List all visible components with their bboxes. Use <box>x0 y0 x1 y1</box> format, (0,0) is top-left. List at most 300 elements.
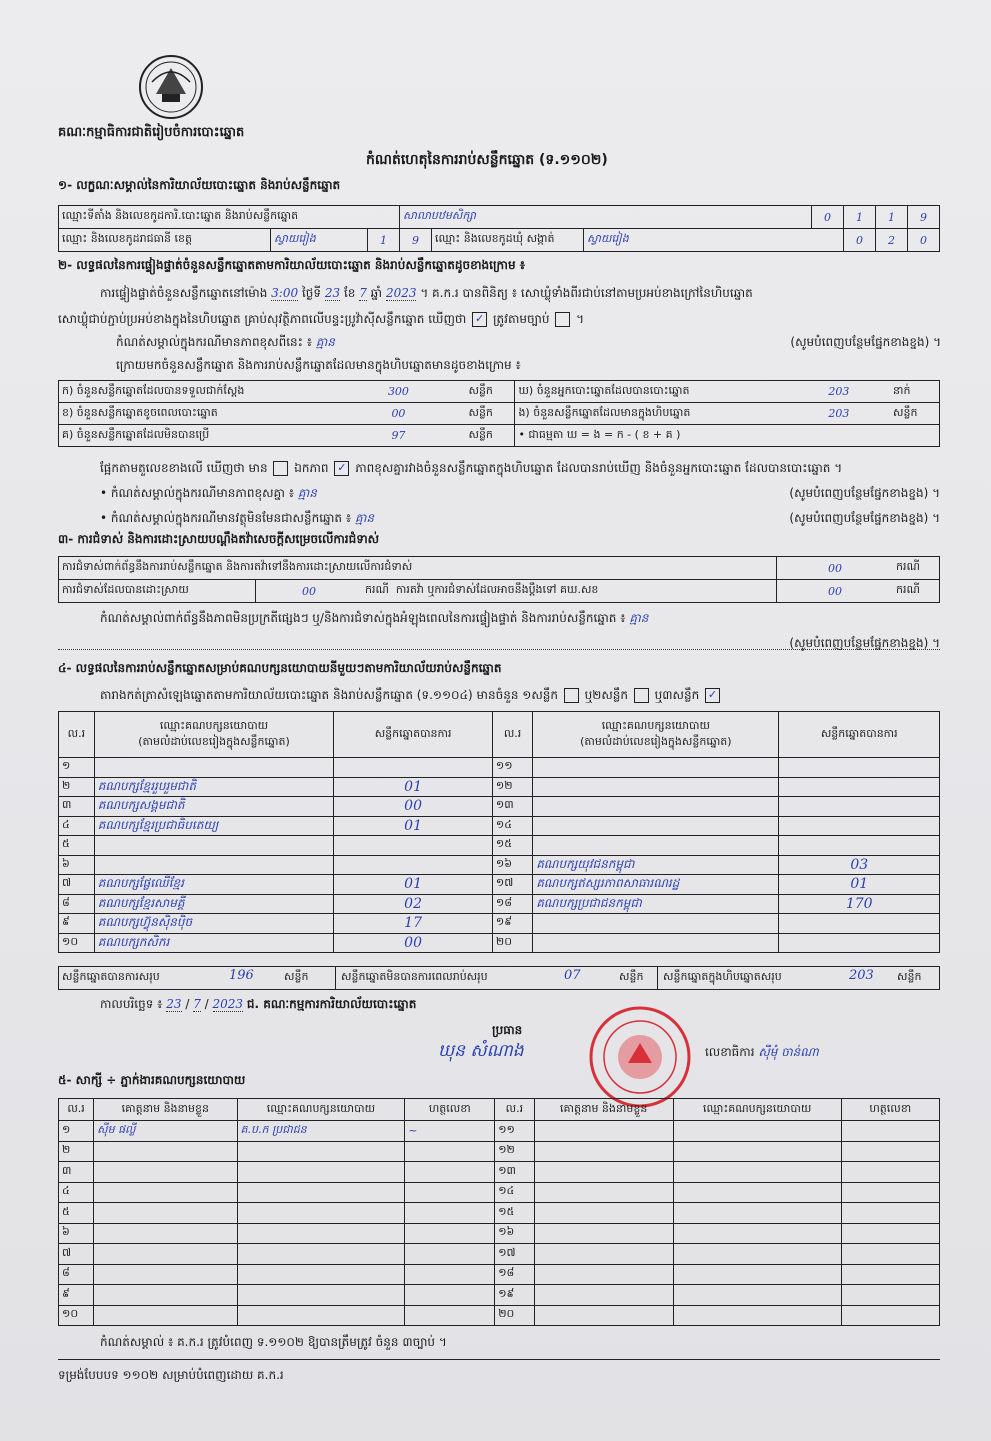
witness-name <box>94 1305 237 1326</box>
station-code-digit: 1 <box>844 206 876 229</box>
witness-signature <box>841 1162 939 1183</box>
section5-heading: ៥- សាក្សី ÷ ភ្នាក់ងារគណបក្សនយោបាយ <box>58 1073 246 1087</box>
text: លេខាធិការ <box>705 1045 755 1059</box>
checkbox-correct[interactable]: ✓ <box>472 312 487 327</box>
party-name <box>533 914 779 934</box>
vote-count <box>779 933 940 953</box>
verify-month: 7 <box>359 286 367 300</box>
witness-party <box>237 1244 405 1265</box>
witness-signature <box>841 1264 939 1285</box>
row-no: ៦ <box>59 855 95 875</box>
emblem-logo <box>138 54 204 120</box>
checkbox-3-sheets[interactable]: ✓ <box>705 688 720 703</box>
witness-signature <box>405 1244 495 1265</box>
witness-name <box>534 1162 673 1183</box>
text: ខែ <box>343 286 356 300</box>
vote-count <box>334 758 493 778</box>
witness-signature <box>841 1203 939 1224</box>
witness-signature <box>405 1182 495 1203</box>
row-no: ៨ <box>59 1264 94 1285</box>
row-no: ១១ <box>492 758 532 778</box>
text: (សូមបំពេញបន្ថែមផ្នែកខាងខ្នង) ។ <box>789 636 940 650</box>
witness-signature <box>405 1223 495 1244</box>
date-month: 7 <box>193 997 201 1011</box>
unit: សន្លឹក <box>897 970 922 983</box>
row-no: ៩ <box>59 914 95 934</box>
party-name: គណបក្សហ៊្វុនស៊ិនប៉ិច <box>94 914 334 934</box>
col-name: គោត្តនាម និងនាមខ្លួន <box>534 1099 673 1121</box>
row-no: ១៨ <box>492 894 532 914</box>
text: ឯកភាព <box>294 461 329 475</box>
received-label: ក) ចំនួនសន្លឹកឆ្នោតដែលបានទទួលជាក់ស្តែង <box>59 381 332 403</box>
witness-party <box>237 1223 405 1244</box>
row-no: ១៩ <box>495 1285 534 1306</box>
witness-signature <box>841 1223 939 1244</box>
row-no: ១ <box>59 758 95 778</box>
objections-value: 00 <box>777 557 894 580</box>
checkbox-incorrect[interactable] <box>555 312 570 327</box>
section4-heading: ៤- លទ្ធផលនៃការរាប់សន្លឹកឆ្នោតសម្រាប់គណបក្សនយោបាយនីមួយៗតាមការិយាល័យរាប់សន្លឹកឆ្នោត <box>58 661 502 675</box>
witness-name <box>94 1223 237 1244</box>
text: ភាពខុសគ្នារវាងចំនួនសន្លឹកឆ្នោតក្នុងហិបឆ្នោត ដែលបានរាប់ឃើញ និងចំនួនអ្នកបោះឆ្នោត ដែលបានបោះឆ្នោត ។ <box>355 461 843 475</box>
row-no: ៧ <box>59 1244 94 1265</box>
witness-name <box>534 1305 673 1326</box>
party-name: គណបក្សយុវជនកម្ពុជា <box>533 855 779 875</box>
table-row <box>59 816 940 836</box>
col-party <box>533 712 779 758</box>
vote-count <box>779 777 940 797</box>
witness-signature <box>405 1203 495 1224</box>
unit: សន្លឹក <box>619 970 644 983</box>
witness-name <box>94 1285 237 1306</box>
unit: ករណី <box>365 583 389 596</box>
org-name: គណៈកម្មាធិការជាតិរៀបចំការបោះឆ្នោត <box>58 125 245 140</box>
table-row <box>59 1305 940 1326</box>
dotted-line <box>58 637 940 650</box>
table-row <box>59 1244 940 1265</box>
row-no: ១៦ <box>492 855 532 875</box>
witness-signature <box>405 1264 495 1285</box>
col-party: ឈ្មោះគណបក្សនយោបាយ <box>237 1099 405 1121</box>
text: កំណត់សម្គាល់ក្នុងករណីមានភាពខុសពីនេះ ៖ <box>116 335 313 349</box>
comparison-line <box>100 461 842 476</box>
witness-name <box>534 1285 673 1306</box>
vote-count: 03 <box>779 855 940 875</box>
table-row <box>59 1285 940 1306</box>
appeal-value: 00 <box>777 580 894 603</box>
witness-name <box>534 1244 673 1265</box>
witness-party <box>673 1264 841 1285</box>
results-table <box>58 711 940 953</box>
unit: សន្លឹក <box>284 970 309 983</box>
total-valid-value: 196 <box>229 968 254 983</box>
table-row <box>59 1162 940 1183</box>
col-sign: ហត្ថលេខា <box>841 1099 939 1121</box>
section1-heading: ១- លក្ខណៈសម្គាល់នៃការិយាល័យបោះឆ្នោត និងរាប់សន្លឹកឆ្នោត <box>58 178 341 192</box>
witness-party <box>673 1162 841 1183</box>
text: (សូមបំពេញបន្ថែមផ្នែកខាងខ្នង) ។ <box>789 511 940 525</box>
object-note <box>100 512 940 526</box>
verify-time: 3:00 <box>271 286 299 300</box>
witness-name <box>534 1121 673 1142</box>
text: (សូមបំពេញបន្ថែមផ្នែកខាងខ្នង) ។ <box>789 486 940 500</box>
party-name: គណបក្សខ្មែររួបរួមជាតិ <box>94 777 334 797</box>
witness-signature <box>405 1305 495 1326</box>
totals-row <box>58 966 940 990</box>
divider <box>335 967 336 989</box>
col-party <box>94 712 334 758</box>
object-value: គ្មាន <box>354 511 375 525</box>
vote-count <box>334 855 493 875</box>
form-footer: ទម្រង់បែបបទ ១១០២ សម្រាប់បំពេញដោយ គ.ក.រ <box>58 1368 284 1382</box>
table-row <box>59 758 940 778</box>
table-row <box>59 1121 940 1142</box>
text: ឬ៣សន្លឹក <box>654 688 700 702</box>
row-no: ១៦ <box>495 1223 534 1244</box>
ballot-count-table <box>58 380 940 447</box>
verify-day: 23 <box>324 286 341 300</box>
party-name: គណបក្សផ្លែឈើខ្មែរ <box>94 875 334 895</box>
col-no: ល.រ <box>59 1099 94 1121</box>
col-party-title: ឈ្មោះគណបក្សនយោបាយ <box>601 718 710 732</box>
witness-party <box>237 1182 405 1203</box>
tally-sheets-line <box>100 688 722 703</box>
vote-count: 01 <box>334 875 493 895</box>
appeal-label: ការតវ៉ា ឬការជំទាស់ដែលអាចនឹងប្តឹងទៅ គឃ.សខ <box>395 583 599 596</box>
text: • កំណត់សម្គាល់ក្នុងករណីមានវត្ថុមិនមែនជាសន្លឹកឆ្នោត ៖ <box>100 511 352 525</box>
row-no: ១ <box>59 1121 94 1142</box>
secretary-line <box>705 1046 819 1060</box>
col-votes: សន្លឹកឆ្នោតបានការ <box>334 712 493 758</box>
witness-party <box>673 1121 841 1142</box>
difference-value: គ្មាន <box>297 486 317 500</box>
vote-count: 01 <box>334 777 493 797</box>
row-no: ២០ <box>492 933 532 953</box>
text: ។ <box>576 312 585 326</box>
witness-party: គ.ប.ក ប្រជាជន <box>237 1121 405 1142</box>
province-label: ឈ្មោះ និងលេខកូដរាជធានី ខេត្ត <box>59 229 271 252</box>
polling-station-name: សាលាបឋមសិក្សា <box>400 206 812 229</box>
text: កាលបរិច្ឆេទ ៖ <box>100 997 163 1011</box>
party-name <box>533 933 779 953</box>
row-no: ១៥ <box>492 836 532 856</box>
unit: សន្លឹក <box>465 425 514 447</box>
formula: • ជាធម្មតា ឃ = ង = ក - ( ខ + គ ) <box>515 425 940 447</box>
row-no: ១៩ <box>492 914 532 934</box>
vote-count: 17 <box>334 914 493 934</box>
party-name: គណបក្សសង្គមជាតិ <box>94 797 334 817</box>
table-row <box>59 777 940 797</box>
row-no: ៦ <box>59 1223 94 1244</box>
in-box-value: 203 <box>788 403 890 425</box>
row-no: ២០ <box>495 1305 534 1326</box>
commune-code-digit: 0 <box>844 229 876 252</box>
witness-name <box>534 1223 673 1244</box>
party-name: គណបក្សប្រជាជនកម្ពុជា <box>533 894 779 914</box>
section1-table <box>58 205 940 252</box>
count-intro: ក្រោយមកចំនួនសន្លឹកឆ្នោត និងការរាប់សន្លឹកឆ្នោតដែលមានក្នុងហិបឆ្នោតមានដូចខាងក្រោម ៖ <box>116 358 521 372</box>
checkbox-match[interactable] <box>273 461 288 476</box>
received-value: 300 <box>331 381 465 403</box>
row-no: ១៨ <box>495 1264 534 1285</box>
col-party-sub: (តាមលំដាប់លេខរៀងក្នុងសន្លឹកឆ្នោត) <box>138 734 290 748</box>
table-row <box>59 875 940 895</box>
party-name <box>533 816 779 836</box>
in-box-label: ង) ចំនួនសន្លឹកឆ្នោតដែលមានក្នុងហិបឆ្នោត <box>515 403 788 425</box>
col-no: ល.រ <box>492 712 532 758</box>
date-day: 23 <box>166 997 182 1011</box>
polling-station-label: ឈ្មោះទីតាំង និងលេខកូដការិ.បោះឆ្នោត និងរាប់សន្លឹកឆ្នោត <box>59 206 400 229</box>
voters-value: 203 <box>788 381 890 403</box>
province-name: ស្វាយរៀង <box>271 229 368 252</box>
vote-count: 00 <box>334 933 493 953</box>
document-title: កំណត់ហេតុនៃការរាប់សន្លឹកឆ្នោត (ទ.១១០២) <box>366 152 608 168</box>
unused-value: 97 <box>331 425 465 447</box>
witness-table <box>58 1098 940 1326</box>
spoiled-label: ខ) ចំនួនសន្លឹកឆ្នោតខូចពេលបោះឆ្នោត <box>59 403 332 425</box>
row-no: ៤ <box>59 816 95 836</box>
divider <box>657 967 658 989</box>
party-name <box>94 836 334 856</box>
text: កំណត់សម្គាល់ពាក់ព័ន្ធនឹងភាពមិនប្រក្រតីផ្សេងៗ ឬ/និងការជំទាស់ក្នុងអំឡុងពេលនៃការផ្ទៀងផ្ទាត់ និងការរាប់សន្លឹកឆ្នោត ៖ <box>100 611 626 625</box>
table-row <box>59 1182 940 1203</box>
date-line: កាលបរិច្ឆេទ ៖ 23 / 7 / 2023 ជ. គណៈកម្មការការិយាល័យបោះឆ្នោត <box>100 997 417 1011</box>
irregularity-note <box>100 612 648 626</box>
row-no: ៩ <box>59 1285 94 1306</box>
row-no: ១២ <box>495 1141 534 1162</box>
row-no: ១៣ <box>492 797 532 817</box>
unused-label: គ) ចំនួនសន្លឹកឆ្នោតដែលមិនបានប្រើ <box>59 425 332 447</box>
party-name: គណបក្សឥស្សរភាពសាធារណរដ្ឋ <box>533 875 779 895</box>
party-name: គណបក្សកសិករ <box>94 933 334 953</box>
chair-signature: ឃុន សំណាង <box>438 1041 524 1061</box>
witness-party <box>673 1285 841 1306</box>
witness-signature <box>405 1162 495 1183</box>
text: ។ គ.ក.រ បានពិនិត្យ ៖ សោឃ្លុំទាំងពីរជាប់នៅតាមប្រអប់ខាងក្រៅនៃហិបឆ្នោត <box>420 286 753 300</box>
witness-name <box>534 1141 673 1162</box>
text: សោឃ្លុំជាប់ភ្ជាប់ប្រអប់ខាងក្នុងនៃហិបឆ្នោត គ្រាប់សុវត្ថិភាពលើបន្ទះប្រូវ៉ាស៊ីសន្លឹកឆ្នោត ឃើញថា <box>58 312 467 326</box>
unit: ករណី <box>893 580 940 603</box>
party-name: គណបក្សខ្មែរសាមគ្គី <box>94 894 334 914</box>
station-code-digit: 1 <box>876 206 908 229</box>
commune-name: ស្វាយរៀង <box>584 229 844 252</box>
form-note: កំណត់សម្គាល់ ៖ គ.ក.រ ត្រូវបំពេញ ទ.១១០២ ឱ្យបានត្រឹមត្រូវ ចំនួន ៣ច្បាប់ ។ <box>100 1335 447 1349</box>
total-valid-label: សន្លឹកឆ្នោតបានការសរុប <box>62 970 160 983</box>
appeal-cell <box>362 580 777 603</box>
table-row <box>59 894 940 914</box>
irregularity-value: គ្មាន <box>629 611 649 625</box>
table-row <box>59 933 940 953</box>
commune-code-digit: 2 <box>876 229 908 252</box>
witness-party <box>673 1305 841 1326</box>
checkbox-1-sheet[interactable] <box>564 688 579 703</box>
witness-party <box>237 1305 405 1326</box>
row-no: ១៣ <box>495 1162 534 1183</box>
vote-count <box>779 836 940 856</box>
commune-label: ឈ្មោះ និងលេខកូដឃុំ សង្កាត់ <box>432 229 584 252</box>
witness-party <box>237 1264 405 1285</box>
vote-count <box>779 816 940 836</box>
verification-line <box>100 287 753 301</box>
party-name <box>94 855 334 875</box>
vote-count: 01 <box>334 816 493 836</box>
row-no: ១៤ <box>492 816 532 836</box>
witness-name <box>94 1244 237 1265</box>
date-year: 2023 <box>212 997 244 1011</box>
row-no: ១០ <box>59 1305 94 1326</box>
vote-count <box>779 797 940 817</box>
col-name: គោត្តនាម និងនាមខ្លួន <box>94 1099 237 1121</box>
unit: នាក់ <box>890 381 940 403</box>
unit: សន្លឹក <box>890 403 940 425</box>
witness-name <box>94 1162 237 1183</box>
difference-note <box>100 487 940 501</box>
vote-count <box>334 836 493 856</box>
objections-label: ការជំទាស់ពាក់ព័ន្ធនឹងការរាប់សន្លឹកឆ្នោត និងការតវ៉ាទៅនឹងការដោះស្រាយលើការជំទាស់ <box>59 557 777 580</box>
row-no: ១២ <box>492 777 532 797</box>
text: • កំណត់សម្គាល់ក្នុងករណីមានភាពខុសគ្នា ៖ <box>100 486 295 500</box>
divider <box>58 1359 940 1360</box>
row-no: ១៧ <box>495 1244 534 1265</box>
col-no: ល.រ <box>59 712 95 758</box>
witness-signature <box>405 1285 495 1306</box>
party-name <box>533 758 779 778</box>
row-no: ១១ <box>495 1121 534 1142</box>
row-no: ១៤ <box>495 1182 534 1203</box>
vote-count: 00 <box>334 797 493 817</box>
witness-party <box>673 1182 841 1203</box>
witness-signature <box>841 1305 939 1326</box>
witness-party <box>237 1203 405 1224</box>
witness-name <box>94 1182 237 1203</box>
text: តារាងកត់ត្រាសំឡេងឆ្នោតតាមការិយាល័យបោះឆ្នោត និងរាប់សន្លឹកឆ្នោត (ទ.១១០៤) មានចំនួន ១សន្លឹក <box>100 688 558 702</box>
verification-line-2 <box>58 312 584 327</box>
unit: សន្លឹក <box>465 381 514 403</box>
row-no: ៧ <box>59 875 95 895</box>
row-no: ១០ <box>59 933 95 953</box>
witness-signature <box>841 1121 939 1142</box>
text: ឬ២សន្លឹក <box>584 688 629 702</box>
table-row <box>59 855 940 875</box>
objections-table <box>58 556 940 603</box>
secretary-name: ស៊ីមុំ ចាន់ណា <box>758 1045 819 1059</box>
witness-signature: ~ <box>405 1121 495 1142</box>
total-box-value: 203 <box>849 968 874 983</box>
witness-party <box>673 1203 841 1224</box>
row-no: ១៧ <box>492 875 532 895</box>
checkbox-2-sheets[interactable] <box>634 688 649 703</box>
table-row <box>59 1141 940 1162</box>
resolved-value: 00 <box>256 580 363 603</box>
witness-name <box>94 1203 237 1224</box>
row-no: ៥ <box>59 836 95 856</box>
unit: សន្លឹក <box>465 403 514 425</box>
text: ត្រូវតាមច្បាប់ <box>492 312 550 326</box>
row-no: ៤ <box>59 1182 94 1203</box>
province-code-digit: 9 <box>400 229 432 252</box>
table-row <box>59 1264 940 1285</box>
text: ការផ្ទៀងផ្ទាត់ចំនួនសន្លឹកឆ្នោតនៅម៉ោង <box>100 286 268 300</box>
witness-name <box>534 1182 673 1203</box>
text: ថ្ងៃទី <box>301 286 321 300</box>
commune-code-digit: 0 <box>908 229 940 252</box>
station-code-digit: 9 <box>908 206 940 229</box>
witness-party <box>237 1285 405 1306</box>
witness-signature <box>405 1141 495 1162</box>
witness-party <box>673 1223 841 1244</box>
witness-signature <box>841 1244 939 1265</box>
table-row <box>59 836 940 856</box>
discrepancy-note <box>116 336 941 350</box>
text: ផ្អែកតាមតួលេខខាងលើ ឃើញថា មាន <box>100 461 268 475</box>
party-name <box>533 797 779 817</box>
witness-party <box>237 1162 405 1183</box>
witness-party <box>673 1244 841 1265</box>
verify-year: 2023 <box>385 286 417 300</box>
resolved-label: ការជំទាស់ដែលបានដោះស្រាយ <box>59 580 256 603</box>
witness-signature <box>841 1182 939 1203</box>
col-no: ល.រ <box>495 1099 534 1121</box>
table-row <box>59 914 940 934</box>
witness-party <box>237 1141 405 1162</box>
text: ឆ្នាំ <box>370 286 383 300</box>
chair-label: ប្រធាន <box>492 1023 523 1037</box>
row-no: ១៥ <box>495 1203 534 1224</box>
province-code-digit: 1 <box>368 229 400 252</box>
witness-name: ស៊ីម ផល្លី <box>94 1121 237 1142</box>
row-no: ២ <box>59 777 95 797</box>
vote-count <box>779 914 940 934</box>
station-code-digit: 0 <box>812 206 844 229</box>
row-no: ៨ <box>59 894 95 914</box>
voters-label: ឃ) ចំនួនអ្នកបោះឆ្នោតដែលបានបោះឆ្នោត <box>515 381 788 403</box>
discrepancy-value: គ្មាន <box>315 335 335 349</box>
witness-name <box>534 1203 673 1224</box>
col-votes: សន្លឹកឆ្នោតបានការ <box>779 712 940 758</box>
party-name <box>94 758 334 778</box>
party-name <box>533 777 779 797</box>
table-row <box>59 1203 940 1224</box>
table-row <box>59 1223 940 1244</box>
section3-heading: ៣- ការជំទាស់ និងការដោះស្រាយបណ្តឹងតវ៉ាសេចក្តីសម្រេចលើការជំទាស់ <box>58 532 380 546</box>
row-no: ២ <box>59 1141 94 1162</box>
col-party-title: ឈ្មោះគណបក្សនយោបាយ <box>159 718 269 732</box>
spoiled-value: 00 <box>331 403 465 425</box>
vote-count: 01 <box>779 875 940 895</box>
witness-signature <box>841 1285 939 1306</box>
vote-count: 170 <box>779 894 940 914</box>
witness-name <box>94 1141 237 1162</box>
row-no: ៣ <box>59 797 95 817</box>
col-party-sub: (តាមលំដាប់លេខរៀងក្នុងសន្លឹកឆ្នោត) <box>580 734 732 748</box>
official-stamp <box>588 1005 692 1109</box>
table-row <box>59 797 940 817</box>
unit: ករណី <box>893 557 940 580</box>
vote-count <box>779 758 940 778</box>
witness-signature <box>841 1141 939 1162</box>
col-sign: ហត្ថលេខា <box>405 1099 495 1121</box>
checkbox-mismatch[interactable]: ✓ <box>334 461 349 476</box>
witness-party <box>673 1141 841 1162</box>
total-invalid-label: សន្លឹកឆ្នោតមិនបានការពេលរាប់សរុប <box>341 970 488 983</box>
party-name: គណបក្សខ្មែរប្រជាធិបតេយ្យ <box>94 816 334 836</box>
witness-name <box>534 1264 673 1285</box>
committee-label: ជ. គណៈកម្មការការិយាល័យបោះឆ្នោត <box>246 997 417 1011</box>
party-name <box>533 836 779 856</box>
row-no: ៣ <box>59 1162 94 1183</box>
section2-heading: ២- លទ្ធផលនៃការផ្ទៀងផ្ទាត់ចំនួនសន្លឹកឆ្នោតតាមការិយាល័យបោះឆ្នោត និងរាប់សន្លឹកឆ្នោតដូចខាងក្រោម ៖ <box>58 258 526 272</box>
row-no: ៥ <box>59 1203 94 1224</box>
